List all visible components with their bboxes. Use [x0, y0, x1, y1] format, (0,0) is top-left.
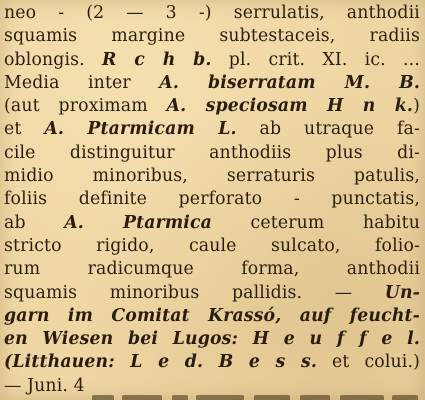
text-line [4, 72, 420, 95]
text-run: midio minoribus, serraturis patulis, [4, 166, 420, 187]
text-line [4, 49, 420, 72]
botanical-description-text [4, 2, 420, 398]
text-line [4, 95, 420, 118]
text-line [4, 142, 420, 165]
text-run: squamis minoribus pallidis. — [4, 282, 385, 303]
text-run: ab utraque fa- [236, 119, 420, 140]
text-run: foliis definite perforato - punctatis, [4, 189, 420, 210]
text-line [4, 188, 420, 211]
text-line [4, 258, 420, 281]
text-run: pl. crit. XI. ic. ... [211, 49, 420, 70]
text-run: rum radicumque forma, anthodii [4, 259, 420, 280]
text-run: et colui.) [317, 352, 420, 373]
text-line [4, 212, 420, 235]
locality-text: en Wiesen bei Lugos: [4, 329, 253, 350]
locality-text: garn im Comitat Krassó, auf feucht- [4, 305, 420, 326]
text-run: ab [4, 212, 65, 233]
text-line [4, 351, 420, 374]
author-abbreviation: R c h b. [102, 49, 212, 70]
text-run: Media inter [4, 72, 160, 93]
locality-text: Un- [384, 282, 420, 303]
collector-name: L e d. B e s s. [130, 352, 317, 373]
text-line [4, 328, 420, 351]
flowering-month: — Juni. 4 [4, 375, 85, 396]
text-line [4, 165, 420, 188]
species-name: A. Ptarmicam L. [44, 119, 237, 140]
species-name: A. speciosam H n k. [166, 96, 414, 117]
text-run: cile distinguitur anthodiis plus di- [4, 142, 420, 163]
text-line [4, 2, 420, 25]
text-line [4, 282, 420, 305]
species-name: A. Ptarmica [64, 212, 213, 233]
text-line [4, 305, 420, 328]
text-run: squamis margine subtestaceis, radiis [4, 26, 420, 47]
text-run: et [4, 119, 45, 140]
text-line [4, 25, 420, 48]
text-run: ceterum habitu [212, 212, 420, 233]
text-run: stricto rigido, caule sulcato, folio- [4, 235, 420, 256]
text-run: ) [413, 96, 420, 117]
text-run: oblongis. [4, 49, 103, 70]
cut-off-next-line [92, 393, 422, 400]
locality-text: (Litthauen: [4, 352, 131, 373]
text-run: (aut proximam [4, 96, 167, 117]
collector-name: H e u f f e l. [252, 329, 420, 350]
species-name: A. biserratam M. B. [159, 72, 420, 93]
text-run: neo - (2 — 3 -) serrulatis, anthodii [4, 3, 420, 23]
text-line [4, 235, 420, 258]
text-line [4, 118, 420, 141]
